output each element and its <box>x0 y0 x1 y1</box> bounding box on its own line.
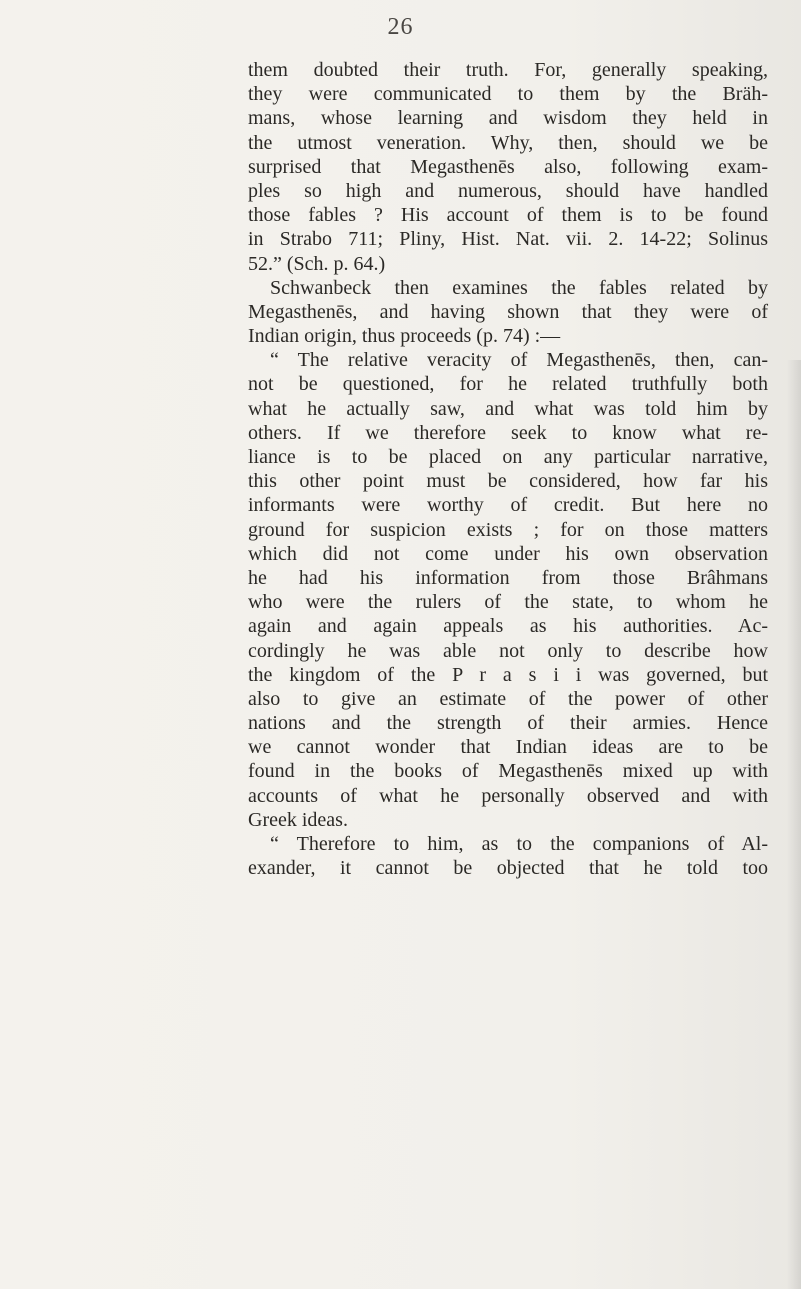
text-line: “ The relative veracity of Megasthenēs, then, can- <box>270 349 768 372</box>
text-line: they were communicated to them by the Bräh- <box>248 83 768 106</box>
text-line: not be questioned, for he related truthfully both <box>248 373 768 396</box>
text-line: surprised that Megasthenēs also, following exam- <box>248 155 768 178</box>
text-line: Indian origin, thus proceeds (p. 74) :— <box>248 325 561 348</box>
text-line: we cannot wonder that Indian ideas are to be <box>248 736 768 759</box>
text-line: informants were worthy of credit. But here no <box>248 494 768 517</box>
text-line: them doubted their truth. For, generally speaking, <box>248 59 768 81</box>
text-line: the kingdom of the P r a s i i was governed, but <box>248 663 768 686</box>
text-line: 52.” (Sch. p. 64.) <box>248 252 386 275</box>
text-line: accounts of what he personally observed and with <box>248 784 768 807</box>
text-line: ples so high and numerous, should have handled <box>248 179 768 202</box>
page-edge-shadow <box>787 360 801 1289</box>
text-line: those fables ? His account of them is to be found <box>248 204 768 227</box>
text-line: ground for suspicion exists ; for on those matters <box>248 518 768 541</box>
text-line: “ Therefore to him, as to the companions of Al- <box>270 833 768 855</box>
page-number: 26 <box>387 14 414 40</box>
text-line: found in the books of Megasthenēs mixed up with <box>248 760 768 783</box>
text-line: who were the rulers of the state, to whom he <box>248 591 768 614</box>
text-line: also to give an estimate of the power of other <box>248 687 768 710</box>
text-line: this other point must be considered, how far his <box>248 470 768 493</box>
text-line: Greek ideas. <box>248 808 348 831</box>
text-line: again and again appeals as his authorities. Ac- <box>248 615 768 638</box>
text-line: nations and the strength of their armies. Hence <box>248 712 768 735</box>
text-line: mans, whose learning and wisdom they held in <box>248 107 768 130</box>
body-text <box>248 58 768 880</box>
text-line: what he actually saw, and what was told him by <box>248 397 768 420</box>
text-line: the utmost veneration. Why, then, should we be <box>248 131 768 154</box>
text-line: which did not come under his own observation <box>248 542 768 565</box>
text-line: in Strabo 711; Pliny, Hist. Nat. vii. 2. 14-22; Solinus <box>248 228 768 251</box>
text-line: cordingly he was able not only to describe how <box>248 639 768 662</box>
text-line: Megasthenēs, and having shown that they were of <box>248 300 768 323</box>
text-line: liance is to be placed on any particular narrative, <box>248 446 768 468</box>
text-line: he had his information from those Brâhmans <box>248 566 768 589</box>
text-line: others. If we therefore seek to know what re- <box>248 421 768 444</box>
text-line: Schwanbeck then examines the fables related by <box>270 276 768 299</box>
text-line: exander, it cannot be objected that he told too <box>248 857 768 880</box>
